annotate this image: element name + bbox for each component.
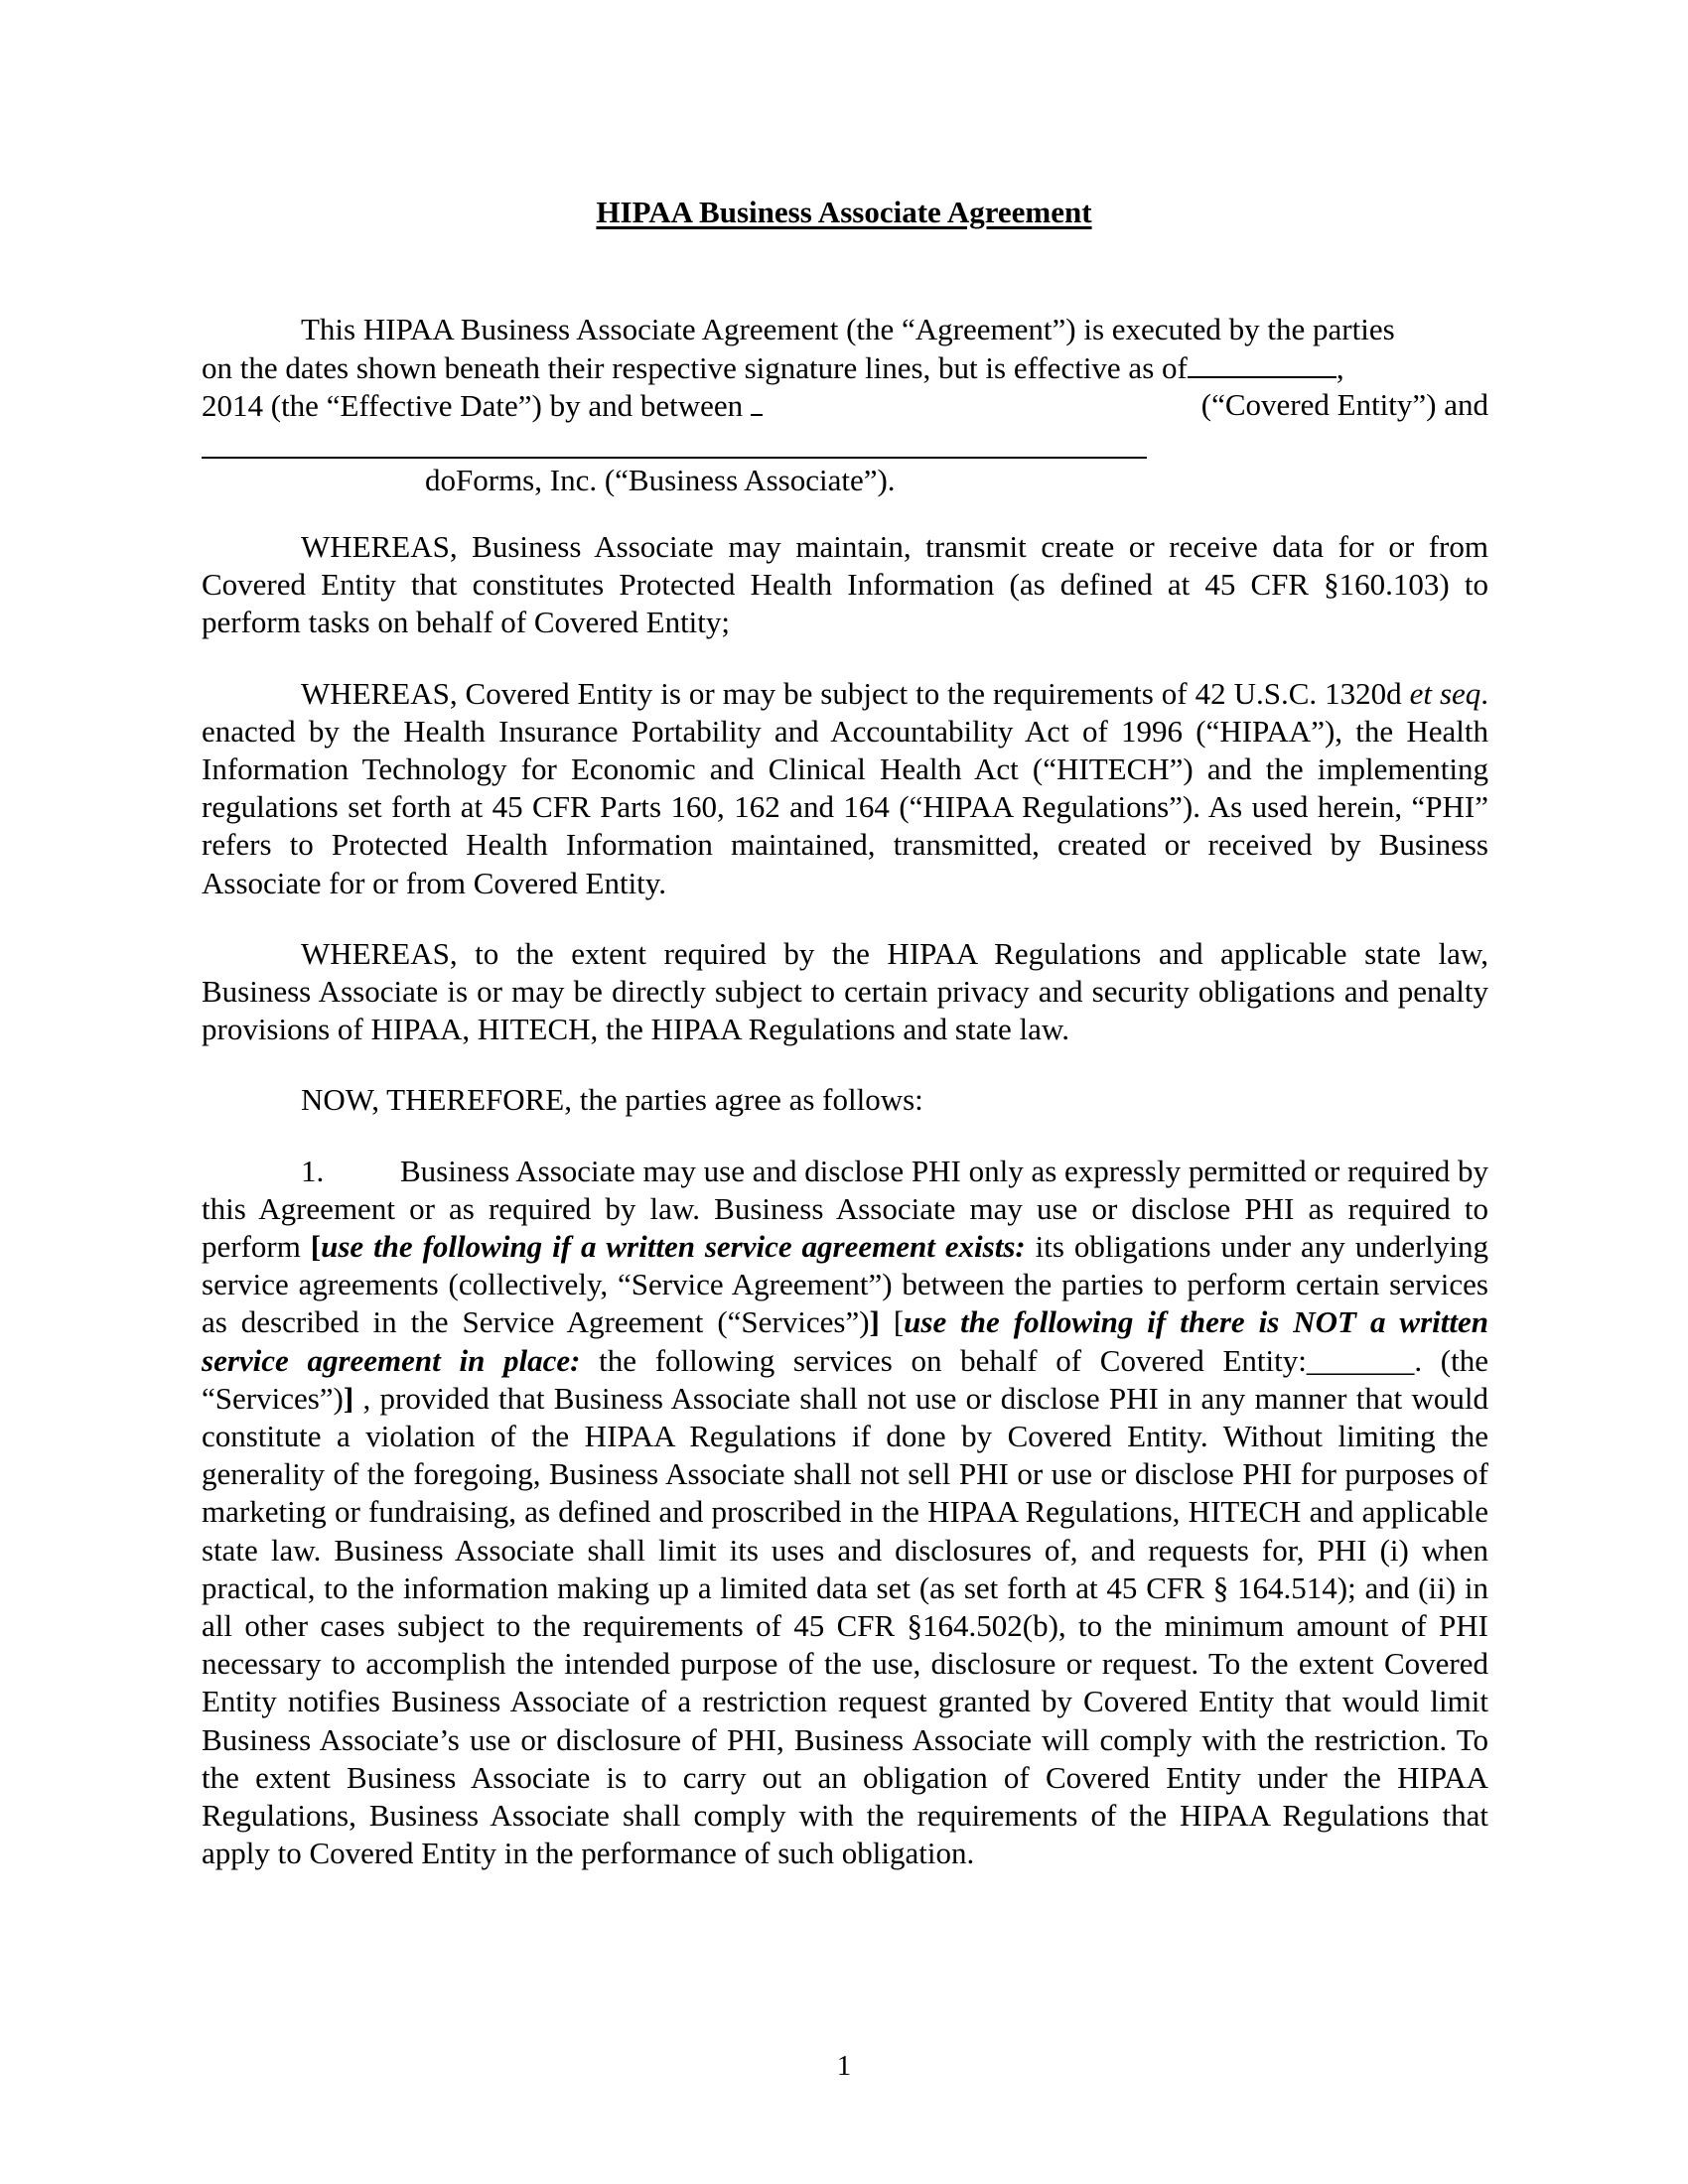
document-title: HIPAA Business Associate Agreement — [596, 195, 1092, 229]
intro-line-2 — [202, 348, 1488, 386]
section-1-number: 1. — [301, 1153, 325, 1188]
intro-paragraph — [202, 311, 1488, 424]
section-1-bracket-open-1: [ — [310, 1229, 322, 1265]
section-1-option-1-label: use the following if a written service agreement exists: — [321, 1229, 1026, 1265]
page-number: 1 — [836, 2050, 852, 2082]
agreement-body — [202, 528, 1488, 1906]
section-1-bracket-close-1: ] — [869, 1304, 880, 1340]
section-1-paragraph — [202, 1153, 1488, 1873]
covered-entity-blank — [751, 386, 763, 416]
whereas-paragraph-1: WHEREAS, Business Associate may maintain, transmit create or receive data for or from Covered Entity that constitutes Protected Health Information (as defined at 45 CFR §160.103) to perform tasks on behalf of Covered Entity; — [202, 529, 1488, 640]
section-1-text-c: the following services on behalf of Covered Entity:_______. (the “Services”) — [202, 1342, 1488, 1416]
section-1-bracket-open-2: [ — [879, 1304, 905, 1340]
party-underline — [202, 457, 1147, 459]
whereas-2-part-b: . enacted by the Health Insurance Portability and Accountability Act of 1996 (“HIPAA”), the Health Information Technology for Economic and Clinical Health Act (“HITECH”) and the implementing regulations set forth at 45 CFR Parts 160, 162 and 164 (“HIPAA Regulations”). As used herein, “PHI” refers to Protected Health Information maintained, transmitted, created or received by Business Associate for or from Covered Entity. — [202, 675, 1489, 900]
et-seq-italic: et seq — [1409, 675, 1481, 711]
intro-line-1 — [202, 311, 1488, 348]
section-1-bracket-close-2: ] — [343, 1380, 354, 1416]
intro-line-2-b: , — [1336, 350, 1344, 385]
intro-line-3-left — [202, 386, 763, 424]
intro-line-1-text: This HIPAA Business Associate Agreement (the “Agreement”) is executed by the parties — [301, 312, 1395, 346]
section-1-text-b: its obligations under any underlying service agreements (collectively, “Service Agreement”) between the parties to perform certain services as described in the Service Agreement (“Services”) — [202, 1229, 1489, 1340]
intro-line-3 — [202, 386, 1488, 424]
intro-line-3-right: (“Covered Entity”) and — [1200, 387, 1488, 422]
section-1-text-a: Business Associate may use and disclose PHI only as expressly permitted or required by this Agreement or as required by law. Business Associate may use or disclose PHI as required to perform — [202, 1153, 1488, 1265]
whereas-paragraph-2 — [202, 675, 1488, 902]
business-associate-name: doForms, Inc. (“Business Associate”). — [425, 463, 896, 497]
intro-line-3-a: 2014 (the “Effective Date”) by and between — [202, 388, 744, 423]
whereas-2-part-a: WHEREAS, Covered Entity is or may be subject to the requirements of 42 U.S.C. 1320d — [301, 675, 1402, 711]
now-therefore-paragraph: NOW, THEREFORE, the parties agree as follows: — [301, 1082, 923, 1118]
whereas-paragraph-3: WHEREAS, to the extent required by the HIPAA Regulations and applicable state law, Business Associate is or may be directly subject to certain privacy and security obligations and penalty provisions of HIPAA, HITECH, the HIPAA Regulations and state law. — [202, 935, 1488, 1047]
section-1-option-2-label: use the following if there is NOT a written service agreement in place: — [202, 1304, 1488, 1378]
effective-date-blank — [1188, 348, 1336, 378]
intro-line-2-text — [202, 348, 1344, 386]
intro-line-2-a: on the dates shown beneath their respective signature lines, but is effective as of — [202, 350, 1188, 385]
section-1-text-d: , provided that Business Associate shall not use or disclose PHI in any manner that would constitute a violation of the HIPAA Regulations if done by Covered Entity. Without limiting the generality of the foregoing, Business Associate shall not sell PHI or use or disclose PHI for purposes of marketing or fundraising, as defined and proscribed in the HIPAA Regulations, HITECH and applicable state law. Business Associate shall limit its uses and disclosures of, and requests for, PHI (i) when practical, to the information making up a limited data set (as set forth at 45 CFR § 164.514); and (ii) in all other cases subject to the requirements of 45 CFR §164.502(b), to the minimum amount of PHI necessary to accomplish the intended purpose of the use, disclosure or request. To the extent Covered Entity notifies Business Associate of a restriction request granted by Covered Entity that would limit Business Associate’s use or disclosure of PHI, Business Associate will comply with the restriction. To the extent Business Associate is to carry out an obligation of Covered Entity under the HIPAA Regulations, Business Associate shall comply with the requirements of the HIPAA Regulations that apply to Covered Entity in the performance of such obligation. — [202, 1380, 1488, 1871]
